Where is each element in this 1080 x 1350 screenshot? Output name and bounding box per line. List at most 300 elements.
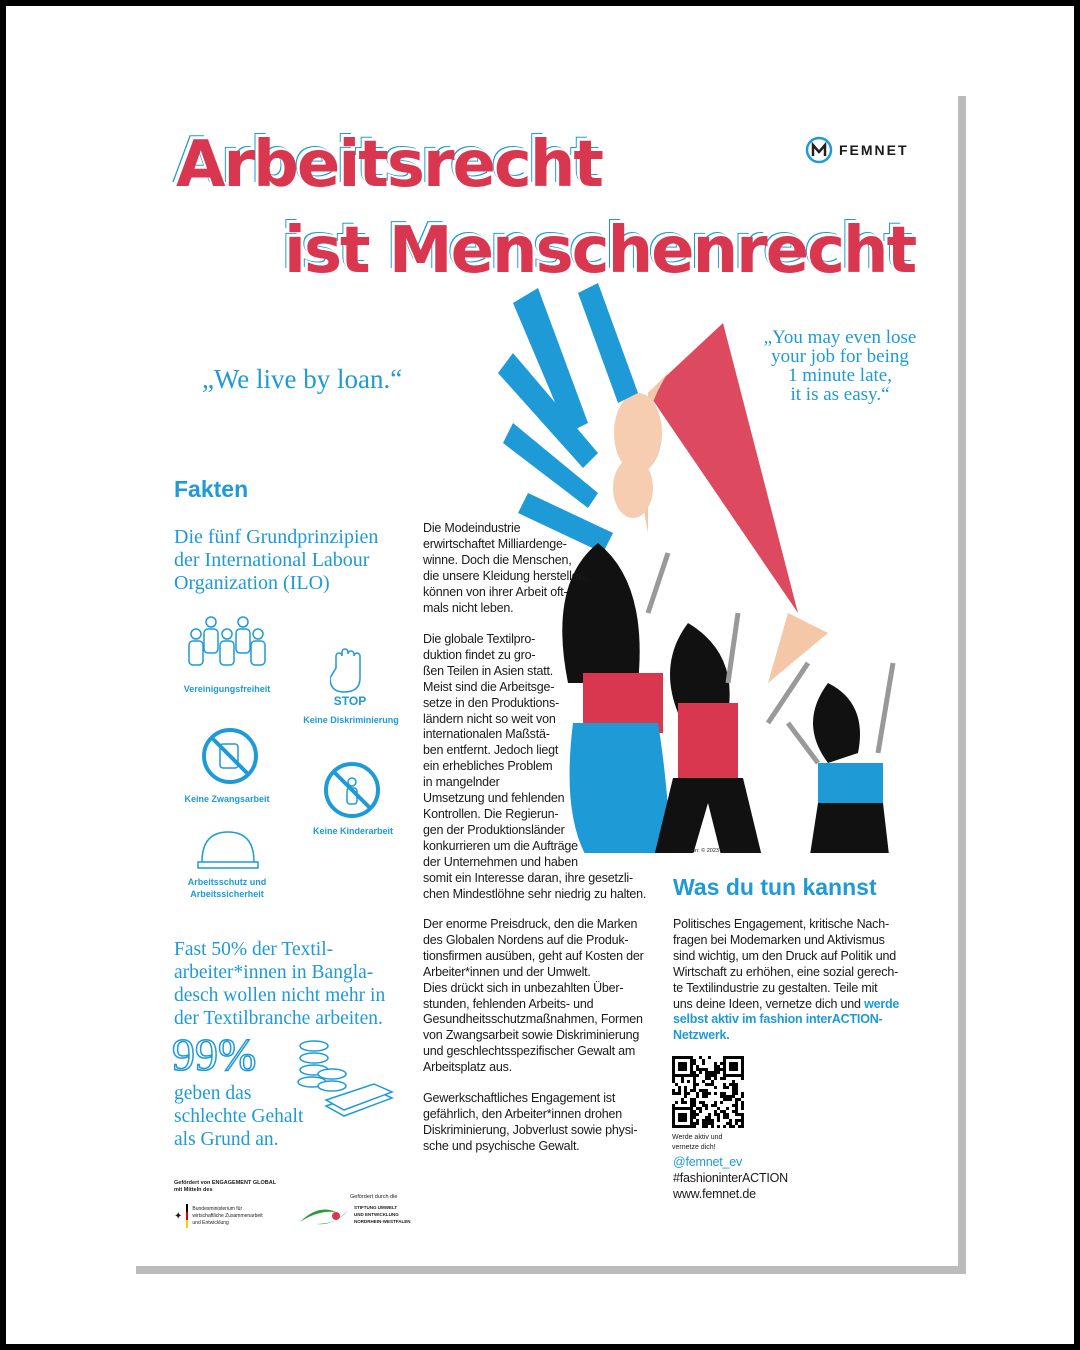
qr-module <box>696 1113 699 1116</box>
qr-module <box>723 1125 726 1128</box>
qr-module <box>729 1098 732 1101</box>
quote-left: „We live by loan.“ <box>202 364 403 394</box>
qr-module <box>714 1086 717 1089</box>
logo-text: FEMNET <box>839 142 909 158</box>
qr-module <box>693 1104 696 1107</box>
principle-label <box>172 876 282 900</box>
principle-label-line: Arbeitsschutz und <box>187 877 267 887</box>
qr-module <box>720 1110 723 1113</box>
qr-module <box>708 1071 711 1074</box>
qr-module <box>687 1092 690 1095</box>
qr-module <box>717 1116 720 1119</box>
qr-module <box>705 1104 708 1107</box>
qr-module <box>684 1101 687 1104</box>
text-line: der Unternehmen und haben <box>423 854 578 869</box>
qr-module <box>702 1059 705 1062</box>
qr-module <box>699 1089 702 1092</box>
text-line: Die globale Textilpro- <box>423 632 536 646</box>
sue-logo <box>298 1202 411 1226</box>
text-line: ein erhebliches Problem <box>423 759 553 774</box>
qr-module <box>708 1074 711 1077</box>
percent-line: schlechte Gehalt <box>174 1106 304 1127</box>
text-line: ßen Teilen in Asien statt. <box>423 663 554 678</box>
stat-line: desch wollen nicht mehr in <box>174 985 386 1006</box>
foundation-line: STIFTUNG UMWELT <box>354 1204 398 1210</box>
text-line: sche und psychische Gewalt. <box>423 1138 580 1153</box>
qr-module <box>684 1095 687 1098</box>
qr-module <box>678 1062 687 1071</box>
qr-module <box>693 1080 696 1083</box>
qr-module <box>693 1122 696 1125</box>
qr-module <box>717 1113 720 1116</box>
qr-module <box>717 1125 720 1128</box>
qr-module <box>681 1077 684 1080</box>
qr-module <box>741 1119 744 1122</box>
qr-module <box>732 1110 735 1113</box>
qr-module <box>735 1110 738 1113</box>
qr-module <box>675 1083 678 1086</box>
qr-module <box>702 1092 705 1095</box>
qr-module <box>729 1095 732 1098</box>
qr-module <box>696 1119 699 1122</box>
femnet-logo-icon <box>805 136 833 164</box>
qr-module <box>678 1086 681 1089</box>
qr-module <box>723 1092 726 1095</box>
qr-module <box>696 1122 699 1125</box>
social-handle-link[interactable]: @femnet_ev <box>673 1155 743 1169</box>
text-line: ben entfernt. Jedoch liegt <box>423 743 559 758</box>
qr-module <box>672 1104 675 1107</box>
qr-module <box>741 1095 744 1098</box>
stop-sign-text: STOP <box>333 694 367 708</box>
ilo-heading-line: Die fünf Grundprinzipien <box>174 526 379 548</box>
qr-module <box>723 1098 726 1101</box>
text-line: fragen bei Modemarken und Aktivismus <box>673 932 885 947</box>
sue-logo-icon <box>298 1202 350 1226</box>
qr-module <box>711 1074 714 1077</box>
qr-module <box>675 1101 678 1104</box>
qr-module <box>711 1071 714 1074</box>
text-line: Die Modeindustrie <box>423 521 521 535</box>
stat-text <box>174 938 385 1030</box>
percent-figure: 99% <box>172 1029 257 1080</box>
qr-module <box>708 1083 711 1086</box>
text-line: konkurrieren um die Aufträge <box>423 838 578 853</box>
qr-module <box>723 1110 726 1113</box>
contacts <box>673 1155 788 1203</box>
qr-module <box>702 1119 705 1122</box>
stat-line: der Textilbranche arbeiten. <box>174 1008 383 1029</box>
qr-module <box>708 1056 711 1059</box>
stat-line: Fast 50% der Textil- <box>174 939 334 960</box>
text-line: erwirtschaftet Milliardenge- <box>423 536 567 551</box>
qr-module <box>672 1092 675 1095</box>
qr-module <box>693 1074 696 1077</box>
qr-module <box>678 1113 687 1122</box>
body-paragraph-4 <box>423 1091 663 1155</box>
quote-line: 1 minute late, <box>788 365 892 386</box>
qr-module <box>702 1104 705 1107</box>
qr-module <box>672 1077 675 1080</box>
qr-module <box>741 1092 744 1095</box>
money-icon <box>294 1038 398 1124</box>
stat-line: arbeiter*innen in Bangla- <box>174 962 374 983</box>
qr-module <box>714 1071 717 1074</box>
qr-module <box>723 1077 726 1080</box>
quote-line: your job for being <box>771 346 909 367</box>
qr-module <box>726 1113 729 1116</box>
text-line: Gewerkschaftliches Engagement ist <box>423 1091 616 1105</box>
text-line: Arbeitsplatz aus. <box>423 1060 513 1075</box>
qr-module <box>672 1080 675 1083</box>
text-line: Wirtschaft zu erhöhen, eine sozial gerech- <box>673 964 899 979</box>
qr-module <box>696 1068 699 1071</box>
qr-module <box>702 1101 705 1104</box>
foundation-line: UND ENTWICKLUNG <box>354 1211 399 1217</box>
qr-module <box>696 1074 699 1077</box>
qr-module <box>705 1077 708 1080</box>
qr-module <box>735 1113 738 1116</box>
qr-module <box>705 1107 708 1110</box>
text-line: stunden, fehlenden Arbeits- und <box>423 996 594 1011</box>
network-link[interactable]: Netzwerk. <box>673 1028 730 1043</box>
text-line: Der enorme Preisdruck, den die Marken <box>423 917 638 931</box>
text-line: Arbeiter*innen und der Umwelt. <box>423 964 591 979</box>
qr-module <box>711 1119 714 1122</box>
qr-module <box>705 1095 708 1098</box>
qr-module <box>735 1122 738 1125</box>
text-line: ländern nicht so weit von <box>423 711 556 726</box>
qr-module <box>693 1113 696 1116</box>
qr-module <box>729 1125 732 1128</box>
qr-module <box>729 1122 732 1125</box>
qr-module <box>705 1074 708 1077</box>
qr-module <box>681 1098 684 1101</box>
qr-module <box>732 1095 735 1098</box>
qr-module <box>699 1101 702 1104</box>
network-link[interactable]: werde <box>864 996 900 1011</box>
bmz-logo <box>174 1204 263 1228</box>
stop-hand-icon <box>330 646 370 696</box>
ministry-line: Bundesministerium für <box>192 1205 243 1212</box>
qr-module <box>714 1077 717 1080</box>
qr-module <box>702 1122 705 1125</box>
funding-text <box>174 1180 276 1194</box>
qr-module <box>711 1083 714 1086</box>
hashtag: #fashioninterACTION <box>673 1170 788 1185</box>
qr-module <box>735 1104 738 1107</box>
femnet-logo <box>805 136 909 164</box>
qr-module <box>711 1104 714 1107</box>
text-line: gen der Produktionsländer <box>423 822 565 837</box>
foundation-intro: Gefördert durch die <box>350 1194 398 1200</box>
qr-module <box>708 1113 711 1116</box>
qr-module <box>678 1089 681 1092</box>
qr-module <box>714 1104 717 1107</box>
qr-module <box>717 1068 720 1071</box>
qr-module <box>726 1095 729 1098</box>
text-line: tionsfirmen ausüben, geht auf Kosten der <box>423 948 644 963</box>
qr-module <box>705 1119 708 1122</box>
qr-module <box>699 1056 702 1059</box>
percent-text <box>174 1082 303 1151</box>
qr-module <box>717 1065 720 1068</box>
qr-module <box>702 1095 705 1098</box>
qr-module <box>693 1062 696 1065</box>
qr-module <box>738 1098 741 1101</box>
ministry-line: wirtschaftliche Zusammenarbeit <box>192 1212 263 1219</box>
qr-module <box>684 1086 687 1089</box>
qr-module <box>741 1116 744 1119</box>
qr-module <box>693 1116 696 1119</box>
qr-module <box>735 1089 738 1092</box>
foundation-line: NORDRHEIN-WESTFALEN <box>354 1218 411 1224</box>
qr-module <box>696 1092 699 1095</box>
qr-module <box>711 1125 714 1128</box>
quote-line: it is as easy.“ <box>790 384 890 405</box>
facts-heading: Fakten <box>174 476 249 502</box>
text-line: uns deine Ideen, vernetze dich und <box>673 996 865 1011</box>
percent-line: geben das <box>174 1083 252 1104</box>
qr-module <box>690 1101 693 1104</box>
qr-module <box>729 1083 732 1086</box>
text-line: te Textilindustrie zu gestalten. Teile mit <box>673 980 878 995</box>
qr-module <box>726 1107 729 1110</box>
qr-module <box>705 1092 708 1095</box>
qr-module <box>672 1089 675 1092</box>
qr-module <box>738 1113 741 1116</box>
text-line: Umsetzung und fehlenden <box>423 791 565 806</box>
text-line: winne. Doch die Menschen, <box>423 552 572 567</box>
qr-module <box>723 1083 726 1086</box>
qr-module <box>714 1062 717 1065</box>
text-line: und geschlechtsspezifischer Gewalt am <box>423 1044 636 1059</box>
qr-module <box>723 1095 726 1098</box>
qr-module <box>711 1080 714 1083</box>
text-line: mals nicht leben. <box>423 600 514 615</box>
website-link[interactable]: www.femnet.de <box>673 1186 756 1201</box>
body-paragraph-1 <box>423 521 663 616</box>
qr-module <box>732 1104 735 1107</box>
text-line: internationalen Maßstä- <box>423 727 550 742</box>
text-line: Diskriminierung, Jobverlust sowie physi- <box>423 1122 638 1137</box>
qr-module <box>693 1125 696 1128</box>
qr-module <box>741 1104 744 1107</box>
qr-module <box>693 1059 696 1062</box>
qr-module <box>720 1062 723 1065</box>
text-line: chen Mindestlöhne sehr niedrig zu halten. <box>423 886 647 901</box>
qr-module <box>699 1071 702 1074</box>
qr-module <box>741 1077 744 1080</box>
qr-module <box>708 1116 711 1119</box>
qr-module <box>735 1092 738 1095</box>
qr-module <box>693 1083 696 1086</box>
qr-module <box>684 1089 687 1092</box>
body-paragraph-2 <box>423 632 663 902</box>
qr-module <box>735 1086 738 1089</box>
action-text <box>673 917 923 1044</box>
qr-module <box>687 1080 690 1083</box>
flag-bar <box>186 1204 188 1228</box>
qr-caption-line: vernetze dich! <box>672 1144 716 1151</box>
text-line: des Globalen Nordens auf die Produk- <box>423 932 629 947</box>
text-line: können von ihrer Arbeit oft- <box>423 584 568 599</box>
text-line: Meist sind die Arbeitsge- <box>423 679 555 694</box>
qr-module <box>723 1086 726 1089</box>
text-line: Politisches Engagement, kritische Nach- <box>673 917 889 931</box>
text-line: die unsere Kleidung herstellen, <box>423 568 589 583</box>
qr-module <box>696 1107 699 1110</box>
qr-module <box>681 1080 684 1083</box>
qr-module <box>714 1068 717 1071</box>
percent-line: als Grund an. <box>174 1129 279 1150</box>
text-line: somit ein Interesse daran, ihre gesetzli- <box>423 870 633 885</box>
qr-module <box>705 1089 708 1092</box>
qr-module <box>726 1116 729 1119</box>
quote-line: „You may even lose <box>763 327 917 348</box>
qr-module <box>714 1074 717 1077</box>
text-line: Kontrollen. Die Regierun- <box>423 806 559 821</box>
principle-label: Vereinigungsfreiheit <box>183 684 271 694</box>
qr-module <box>720 1101 723 1104</box>
principle-label: Keine Kinderarbeit <box>312 826 394 836</box>
qr-module <box>741 1122 744 1125</box>
qr-module <box>690 1098 693 1101</box>
qr-module <box>732 1080 735 1083</box>
qr-module <box>705 1068 708 1071</box>
text-line: sind wichtig, um den Druck auf Politik und <box>673 948 896 963</box>
qr-module <box>702 1062 705 1065</box>
qr-module <box>702 1068 705 1071</box>
qr-module <box>678 1092 681 1095</box>
qr-module <box>705 1122 708 1125</box>
qr-module <box>723 1113 726 1116</box>
qr-module <box>714 1101 717 1104</box>
text-line: gefährlich, den Arbeiter*innen drohen <box>423 1106 622 1121</box>
quote-right <box>740 328 940 404</box>
qr-module <box>714 1092 717 1095</box>
qr-module <box>705 1125 708 1128</box>
qr-module <box>681 1101 684 1104</box>
funding-line: Gefördert von ENGAGEMENT GLOBAL <box>174 1180 277 1186</box>
qr-module <box>708 1092 711 1095</box>
qr-module <box>720 1095 723 1098</box>
qr-module <box>705 1083 708 1086</box>
funding-line: mit Mitteln des <box>174 1187 213 1193</box>
qr-module <box>705 1071 708 1074</box>
text-line: von Zwangsarbeit sowie Diskriminierung <box>423 1028 640 1043</box>
eagle-icon: ✦ <box>174 1210 183 1222</box>
qr-module <box>741 1107 744 1110</box>
text-line: duktion findet zu gro- <box>423 647 536 662</box>
qr-module <box>735 1101 738 1104</box>
network-link[interactable]: selbst aktiv im fashion interACTION- <box>673 1012 883 1027</box>
qr-module <box>705 1116 708 1119</box>
ministry-line: und Entwicklung <box>192 1219 229 1226</box>
qr-module <box>729 1119 732 1122</box>
qr-module <box>729 1062 738 1071</box>
text-line: setze in den Produktions- <box>423 695 560 710</box>
poster <box>128 88 958 1266</box>
qr-module <box>708 1077 711 1080</box>
qr-module <box>675 1092 678 1095</box>
illustration-credit: Illustration: © 2023 Jana van Thiel <box>673 848 757 854</box>
qr-module <box>702 1125 705 1128</box>
qr-module <box>711 1122 714 1125</box>
qr-module <box>717 1107 720 1110</box>
qr-module <box>720 1068 723 1071</box>
qr-module <box>693 1101 696 1104</box>
qr-module <box>693 1086 696 1089</box>
qr-module <box>720 1077 723 1080</box>
qr-module <box>696 1095 699 1098</box>
qr-module <box>717 1071 720 1074</box>
qr-module <box>738 1119 741 1122</box>
qr-module <box>741 1113 744 1116</box>
qr-module <box>717 1119 720 1122</box>
qr-module <box>702 1089 705 1092</box>
hard-hat-icon <box>196 826 260 872</box>
people-icon <box>184 616 270 676</box>
qr-module <box>684 1092 687 1095</box>
qr-module <box>726 1122 729 1125</box>
qr-module <box>690 1089 693 1092</box>
qr-module <box>735 1119 738 1122</box>
no-forced-labour-icon <box>200 726 260 786</box>
qr-code[interactable] <box>672 1056 744 1128</box>
text-line: in mangelnder <box>423 775 500 790</box>
qr-module <box>693 1098 696 1101</box>
ilo-heading <box>174 526 378 595</box>
qr-module <box>741 1125 744 1128</box>
qr-module <box>699 1110 702 1113</box>
text-line: Gesundheitsschutzmaßnahmen, Formen <box>423 1012 643 1027</box>
qr-caption <box>672 1133 722 1153</box>
qr-module <box>696 1065 699 1068</box>
qr-module <box>714 1113 717 1116</box>
qr-module <box>702 1080 705 1083</box>
body-paragraph-3 <box>423 917 663 1076</box>
no-child-labour-icon <box>322 760 382 820</box>
qr-module <box>732 1083 735 1086</box>
qr-module <box>732 1089 735 1092</box>
qr-module <box>735 1098 738 1101</box>
title-line-2: ist Menschenrecht <box>284 214 916 288</box>
qr-module <box>720 1092 723 1095</box>
ilo-heading-line: der International Labour <box>174 549 370 571</box>
qr-module <box>693 1110 696 1113</box>
qr-module <box>696 1083 699 1086</box>
qr-module <box>693 1077 696 1080</box>
ilo-heading-line: Organization (ILO) <box>174 572 330 594</box>
qr-module <box>693 1089 696 1092</box>
qr-module <box>699 1107 702 1110</box>
qr-module <box>723 1116 726 1119</box>
principle-label-line: Arbeitssicherheit <box>190 889 264 899</box>
qr-module <box>708 1119 711 1122</box>
title-line-1: Arbeitsrecht <box>176 128 602 202</box>
qr-module <box>735 1083 738 1086</box>
qr-module <box>738 1125 741 1128</box>
qr-module <box>726 1086 729 1089</box>
qr-module <box>732 1092 735 1095</box>
qr-module <box>714 1110 717 1113</box>
qr-module <box>693 1071 696 1074</box>
qr-module <box>708 1122 711 1125</box>
principle-label: Keine Diskriminierung <box>303 715 399 725</box>
qr-caption-line: Werde aktiv und <box>672 1134 723 1141</box>
text-line: Dies drückt sich in unbezahlten Über- <box>423 980 624 995</box>
